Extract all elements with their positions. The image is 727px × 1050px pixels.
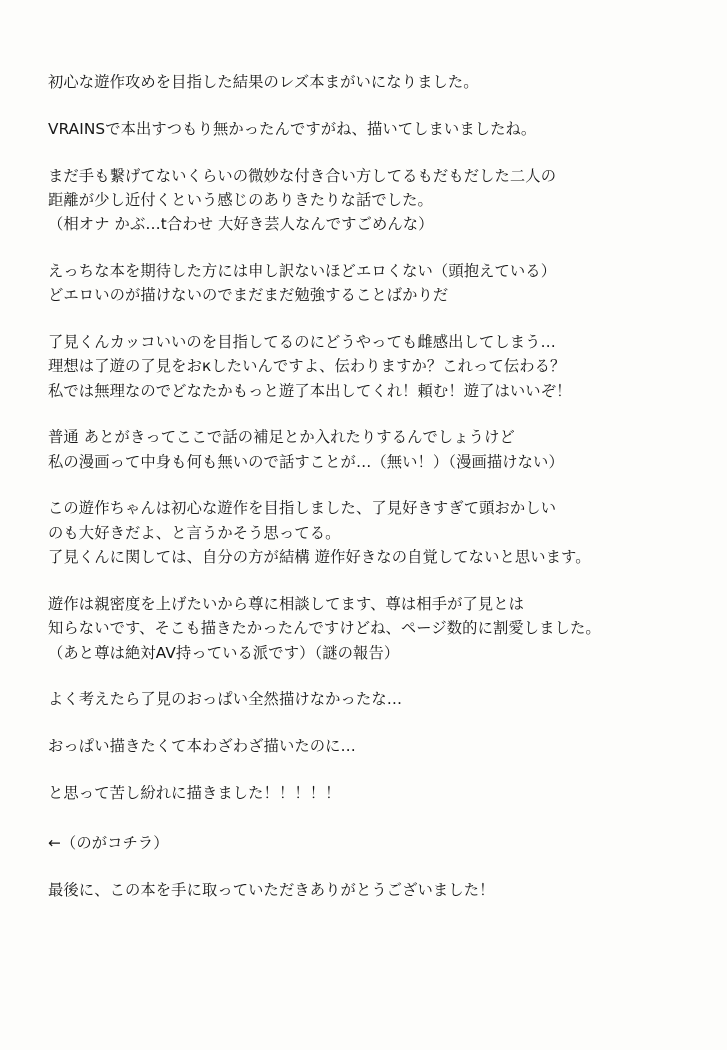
paragraph-2 [48,117,679,142]
text-line: 普通 あとがきってここで話の補足とか入れたりするんでしょうけど [48,428,515,447]
paragraph-4 [48,259,679,308]
paragraph-1 [48,70,679,95]
text-line: 初心な遊作攻めを目指した結果のレズ本まがいになりました。 [48,73,479,91]
text-line: ←（のがコチラ） [48,834,169,853]
paragraph-7 [48,496,679,569]
text-line: 最後に、この本を手に取っていただきありがとうございました！ [48,881,495,900]
text-line: えっちな本を期待した方には申し訳ないほどエロくない（頭抱えている） [48,261,557,280]
text-line: （あと尊は絶対AV持っている派です）（謎の報告） [48,643,400,662]
text-line: どエロいのが描けないのでまだまだ勉強することばかりだ [48,286,449,305]
text-line: 了見くんカッコいいのを目指してるのにどうやっても雌感出してしまう… [48,332,556,351]
text-line: よく考えたら了見のおっぱい全然描けなかったな… [48,690,403,709]
text-line: 遊作は親密度を上げたいから尊に相談してます、尊は相手が了見とは [48,594,525,613]
paragraph-13 [48,878,679,903]
paragraph-12 [48,831,679,856]
text-line: 理想は了遊の了見をおкしたいんですよ、伝わりますか？これって伝わる？ [48,357,566,376]
text-line: おっぱい描きたくて本わざわざ描いたのに… [48,736,356,755]
paragraph-3 [48,164,679,237]
afterword-body [48,70,679,903]
text-line: この遊作ちゃんは初心な遊作を目指しました、了見好きすぎて頭おかしい [48,499,557,518]
text-line: と思って苦し紛れに描きました！！！！！ [48,783,341,802]
paragraph-11 [48,781,679,806]
paragraph-8 [48,592,679,665]
text-line: 私では無理なのでどなたかもっと遊了本出してくれ！頼む！遊了はいいぞ！ [48,381,572,400]
paragraph-9 [48,687,679,712]
paragraph-10 [48,734,679,759]
text-line: VRAINSで本出すつもり無かったんですがね、描いてしまいましたね。 [48,119,537,138]
text-line: まだ手も繋げてないくらいの微妙な付き合い方してるもだもだした二人の [48,166,557,185]
text-line: のも大好きだよ、と言うかそう思ってる。 [48,523,341,542]
text-line: 了見くんに関しては、自分の方が結構 遊作好きなの自覚してないと思います。 [48,548,591,567]
text-line: 私の漫画って中身も何も無いので話すことが…（無い！）（漫画描けない） [48,452,564,471]
paragraph-6 [48,425,679,474]
paragraph-5 [48,330,679,403]
text-line: （相オナ かぶ…t合わせ 大好き芸人なんですごめんな） [48,215,434,234]
text-line: 知らないです、そこも描きたかったんですけどね、ページ数的に割愛しました。 [48,619,601,638]
text-line: 距離が少し近付くという感じのありきたりな話でした。 [48,191,433,209]
